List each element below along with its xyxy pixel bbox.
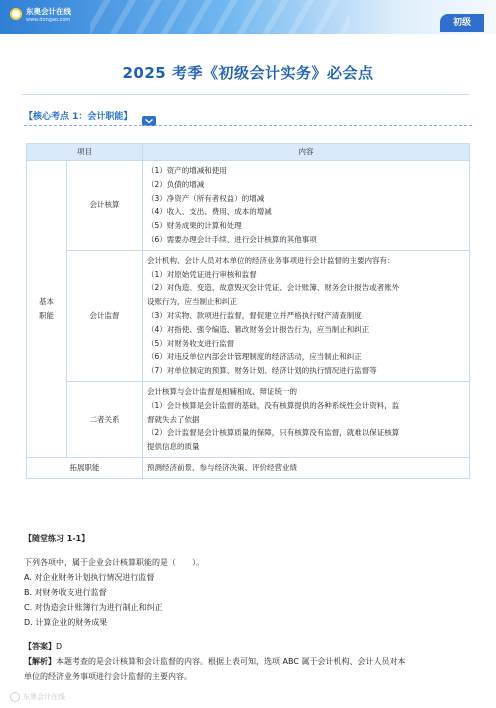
page-title: 2025 考季《初级会计实务》必会点 <box>122 64 374 82</box>
option-b: B. 对财务收支进行监督 <box>24 588 107 597</box>
table-row <box>27 250 470 381</box>
table-row <box>27 457 470 478</box>
content-line: （6）需要办理会计手续、进行会计核算的其他事项 <box>147 234 317 244</box>
content-line: 督就失去了依据 <box>147 414 200 424</box>
level-badge: 初级 <box>440 14 484 32</box>
content-line: （6）对违反单位内部会计管理制度的经济活动，应当制止和纠正 <box>147 352 362 362</box>
section-heading: 【核心考点 1：会计职能】 <box>24 112 133 122</box>
category-relationship: 二者关系 <box>67 381 143 457</box>
content-line: 会计机构、会计人员对本单位的经济业务事项进行会计监督的主要内容有： <box>147 255 395 265</box>
content-line: （1）对原始凭证进行审核和监督 <box>147 269 257 279</box>
content-supervision <box>143 250 470 381</box>
brand-name: 东奥会计在线 <box>26 7 71 16</box>
content-line: 会计核算与会计监督是相辅相成、辩证统一的 <box>147 386 297 396</box>
explanation-line <box>24 654 474 669</box>
practice-section <box>24 533 474 684</box>
brand-url: www.dongao.com <box>26 17 71 23</box>
header-banner <box>0 0 496 34</box>
content-relationship <box>143 381 470 457</box>
content-line: （3）净资产（所有者权益）的增减 <box>147 193 265 203</box>
footer-logo <box>10 692 65 702</box>
explanation-text-2: 单位的经济业务事项进行会计监督的主要内容。 <box>24 672 192 681</box>
content-line: （7）对单位制定的预算、财务计划、经济计划的执行情况进行监督等 <box>147 366 377 376</box>
table-row <box>27 381 470 457</box>
group-label-basic-functions <box>27 161 67 458</box>
category-supervision: 会计监督 <box>67 250 143 381</box>
answer-line <box>24 639 474 654</box>
table-header-row <box>27 144 470 161</box>
content-line: （1）会计核算是会计监督的基础，没有核算提供的各种系统性会计资料，监 <box>147 400 400 410</box>
accounting-functions-table <box>26 143 470 479</box>
content-line: （4）收入、支出、费用、成本的增减 <box>147 207 272 217</box>
section-divider <box>24 125 472 126</box>
content-line: （2）会计监督是会计核算质量的保障，只有核算没有监督，就难以保证核算 <box>147 428 400 438</box>
content-line: （1）资产的增减和使用 <box>147 166 227 175</box>
option-d: D. 计算企业的财务成果 <box>24 618 108 627</box>
column-header-content: 内容 <box>143 144 470 161</box>
option-a: A. 对企业财务计划执行情况进行监督 <box>24 573 155 582</box>
column-header-item: 项目 <box>27 144 143 161</box>
footer-logo-text: 东奥会计在线 <box>23 693 65 701</box>
brand-logo-icon <box>10 8 22 20</box>
content-line: （4）对指使、强令编造、篡改财务会计报告行为，应当制止和纠正 <box>147 324 370 334</box>
practice-heading: 【随堂练习 1-1】 <box>24 534 90 543</box>
title-divider <box>22 94 470 95</box>
footer-logo-icon <box>10 692 20 702</box>
content-line: 提供信息的质量 <box>147 442 200 452</box>
category-accounting: 会计核算 <box>67 161 143 251</box>
content-line: 设账行为，应当制止和纠正 <box>147 297 237 307</box>
content-line: （2）负债的增减 <box>147 179 205 189</box>
page-header <box>0 0 496 40</box>
answer-value: D <box>56 642 63 651</box>
category-extension: 拓展职能 <box>27 457 143 478</box>
brand-logo <box>10 6 90 28</box>
table-row <box>27 161 470 251</box>
content-accounting <box>143 161 470 251</box>
explanation-label: 【解析】 <box>24 657 56 666</box>
option-c: C. 对伪造会计账簿行为进行制止和纠正 <box>24 603 163 612</box>
explanation-text-1: 本题考查的是会计核算和会计监督的内容。根据上表可知，选项 ABC 属于会计机构、会计人员对本 <box>56 657 406 666</box>
content-line: （5）对财务收支进行监督 <box>147 338 235 348</box>
group-label-text: 基本职能 <box>39 296 54 320</box>
content-line: （5）财务成果的计算和处理 <box>147 221 242 231</box>
content-line: （2）对伪造、变造、故意毁灭会计凭证、会计账簿、财务会计报告或者账外 <box>147 283 400 293</box>
practice-question: 下列各项中，属于企业会计核算职能的是（ ）。 <box>24 558 204 567</box>
content-extension: 预测经济前景、参与经济决策、评价经营业绩 <box>143 457 470 478</box>
answer-label: 【答案】 <box>24 642 56 651</box>
content-line: （3）对实物、款项进行监督，督促建立并严格执行财产清查制度 <box>147 310 362 320</box>
page-footer <box>0 690 496 708</box>
